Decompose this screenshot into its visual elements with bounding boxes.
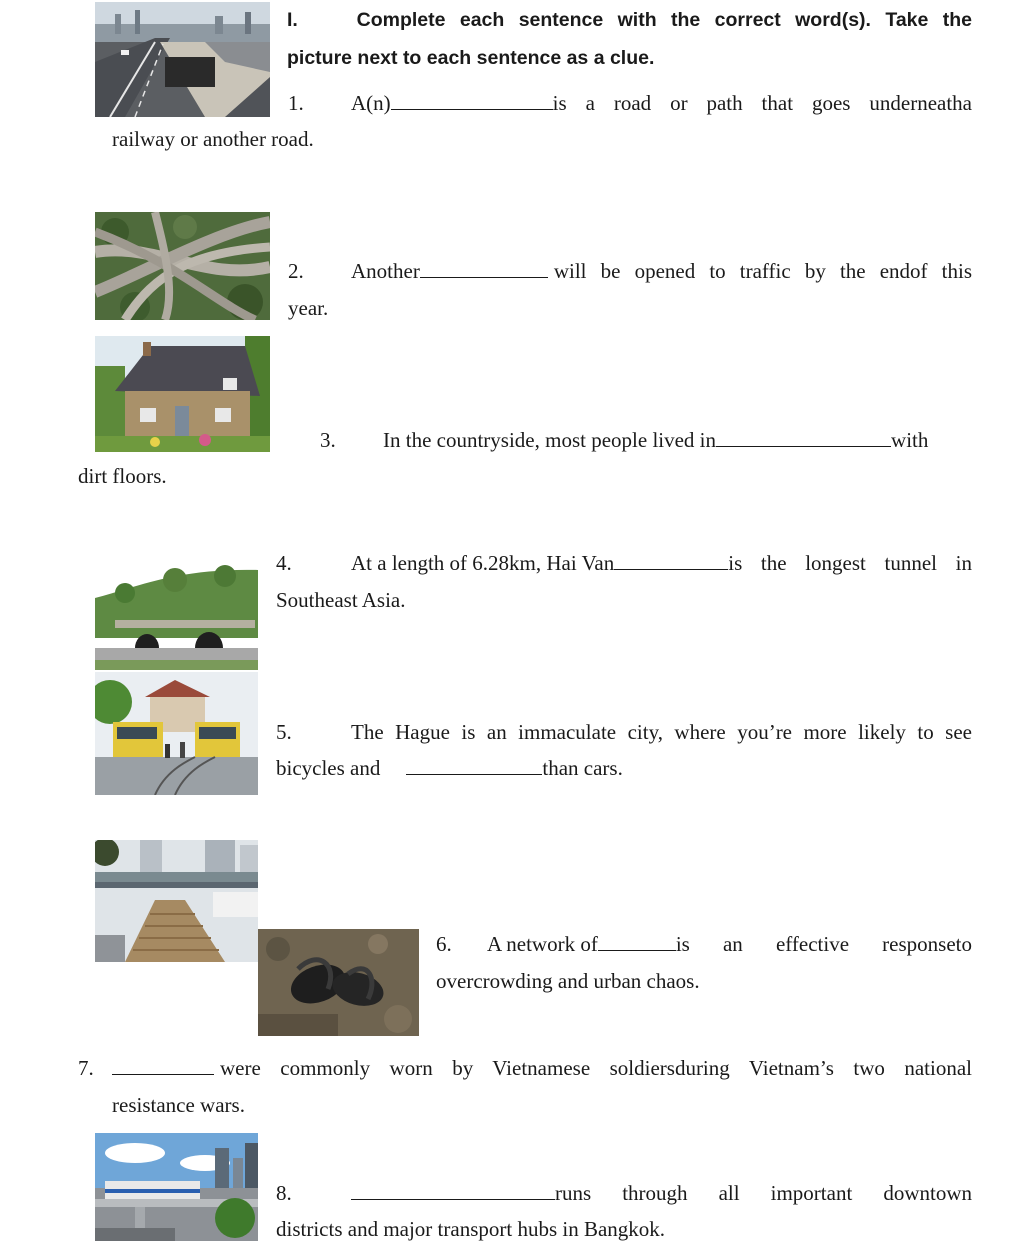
question-1: 1. A(n) is a road or path that goes underneatha: [288, 91, 972, 115]
section-numeral: I.: [287, 9, 298, 31]
question-number: 4.: [276, 551, 292, 575]
road-tunnel-picture: [95, 548, 258, 670]
answer-blank-2[interactable]: [420, 276, 548, 278]
question-number: 6.: [436, 932, 452, 956]
question-8-cont: districts and major transport hubs in Bangkok.: [276, 1217, 666, 1241]
question-5-cont: bicycles and than cars.: [276, 756, 623, 780]
underpass-picture: [95, 2, 270, 117]
flyover-picture: [95, 212, 270, 320]
question-1-cont: railway or another road.: [112, 127, 314, 151]
question-6: 6. A network of is an effective responseto: [436, 932, 972, 956]
rubber-sandals-picture: [258, 929, 419, 1036]
tram-picture: [95, 672, 258, 795]
question-6-cont: overcrowding and urban chaos.: [436, 969, 700, 993]
skytrain-picture: [95, 1133, 258, 1241]
question-number: 2.: [288, 259, 304, 283]
question-number: 1.: [288, 91, 304, 115]
question-3-cont: dirt floors.: [78, 464, 167, 488]
answer-blank-3[interactable]: [716, 445, 891, 447]
answer-blank-8[interactable]: [351, 1198, 555, 1200]
question-7: 7. were commonly worn by Vietnamese soldiersduring Vietnam’s two national: [78, 1056, 972, 1080]
question-number: 5.: [276, 720, 292, 744]
answer-blank-7[interactable]: [112, 1073, 214, 1075]
question-2: 2. Another will be opened to traffic by the endof this: [288, 259, 972, 283]
answer-blank-6[interactable]: [598, 949, 676, 951]
cottage-picture: [95, 336, 270, 452]
section-instruction: I. Complete each sentence with the correct word(s). Take the: [287, 9, 972, 31]
answer-blank-1[interactable]: [391, 108, 553, 110]
question-2-cont: year.: [288, 296, 329, 320]
question-7-cont: resistance wars.: [112, 1093, 245, 1117]
question-3: 3. In the countryside, most people lived in with: [320, 428, 929, 452]
section-instruction-cont: picture next to each sentence as a clue.: [287, 47, 655, 69]
question-4: 4. At a length of 6.28km, Hai Van is the longest tunnel in: [276, 551, 972, 575]
question-8: 8. runs through all important downtown: [276, 1181, 972, 1205]
answer-blank-5[interactable]: [406, 773, 542, 775]
skywalk-picture: [95, 840, 258, 962]
question-number: 7.: [78, 1056, 94, 1080]
question-4-cont: Southeast Asia.: [276, 588, 406, 612]
answer-blank-4[interactable]: [614, 568, 728, 570]
question-number: 8.: [276, 1181, 292, 1205]
question-number: 3.: [320, 428, 336, 452]
question-5: 5. The Hague is an immaculate city, where you’re more likely to see: [276, 720, 972, 744]
